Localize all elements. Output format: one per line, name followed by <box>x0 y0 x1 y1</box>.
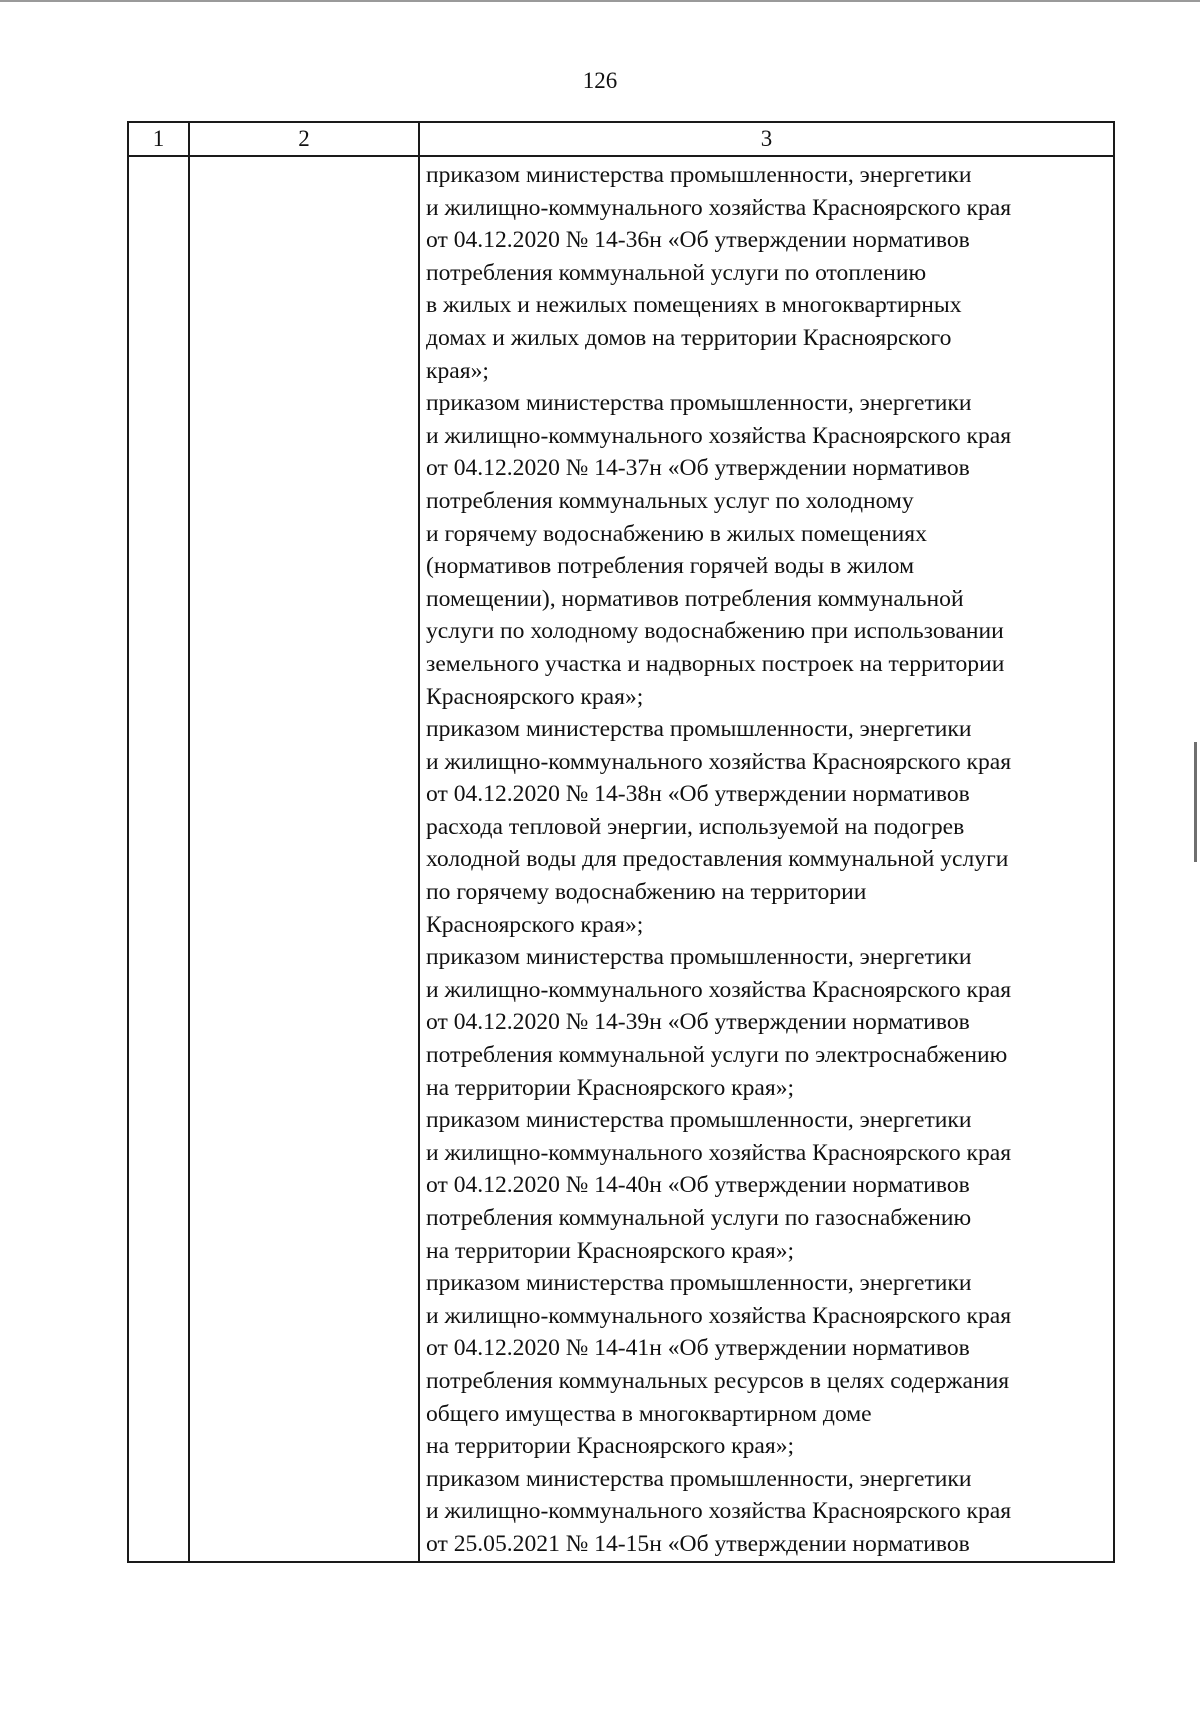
text-line: на территории Красноярского края»; <box>426 1433 795 1460</box>
text-line: от 04.12.2020 № 14-37н «Об утверждении нормативов <box>426 455 970 482</box>
text-line: приказом министерства промышленности, энергетики <box>426 1465 972 1492</box>
text-line: потребления коммунальной услуги по газоснабжению <box>426 1205 972 1231</box>
text-line: приказом министерства промышленности, энергетики <box>426 1107 972 1134</box>
text-line: на территории Красноярского края»; <box>426 1074 795 1101</box>
cell-col1 <box>128 156 189 1562</box>
text-line: и жилищно-коммунального хозяйства Красноярского края <box>426 1302 1012 1329</box>
text-line: от 04.12.2020 № 14-39н «Об утверждении нормативов <box>426 1009 970 1036</box>
text-line: и жилищно-коммунального хозяйства Красноярского края <box>426 1498 1012 1525</box>
text-line: приказом министерства промышленности, энергетики <box>426 944 972 971</box>
text-line: и жилищно-коммунального хозяйства Красноярского края <box>426 976 1012 1003</box>
table-row <box>128 156 1114 1562</box>
column-header-3: 3 <box>419 122 1114 156</box>
text-line: от 04.12.2020 № 14-38н «Об утверждении нормативов <box>426 781 970 808</box>
text-line: от 04.12.2020 № 14-40н «Об утверждении нормативов <box>426 1172 970 1199</box>
column-header-1: 1 <box>128 122 189 156</box>
column-header-2: 2 <box>189 122 419 156</box>
scan-edge-right <box>1194 742 1197 862</box>
text-line: Красноярского края»; <box>426 911 644 938</box>
scan-edge-top <box>0 0 1200 2</box>
text-line: приказом министерства промышленности, энергетики <box>426 162 972 188</box>
text-line: и жилищно-коммунального хозяйства Красноярского края <box>426 422 1012 449</box>
cell-col3 <box>419 156 1114 1562</box>
text-line: приказом министерства промышленности, энергетики <box>426 716 972 743</box>
text-line: в жилых и нежилых помещениях в многоквартирных <box>426 292 962 319</box>
text-line: услуги по холодному водоснабжению при использовании <box>426 618 1004 645</box>
text-line: и жилищно-коммунального хозяйства Красноярского края <box>426 748 1012 775</box>
text-line: от 04.12.2020 № 14-41н «Об утверждении нормативов <box>426 1335 970 1362</box>
text-line: по горячему водоснабжению на территории <box>426 879 867 906</box>
text-line: приказом министерства промышленности, энергетики <box>426 390 972 417</box>
text-line: потребления коммунальной услуги по электроснабжению <box>426 1042 1008 1069</box>
text-line: и жилищно-коммунального хозяйства Красноярского края <box>426 1139 1012 1166</box>
document-table <box>127 121 1115 1563</box>
table-header-row <box>128 122 1114 156</box>
text-line: земельного участка и надворных построек на территории <box>426 650 1005 677</box>
text-line: потребления коммунальной услуги по отоплению <box>426 259 927 286</box>
text-line: холодной воды для предоставления коммунальной услуги <box>426 846 1009 873</box>
text-line: и жилищно-коммунального хозяйства Красноярского края <box>426 194 1012 221</box>
text-line: (нормативов потребления горячей воды в жилом <box>426 553 915 580</box>
normative-acts-list <box>420 157 1113 1561</box>
text-line: помещении), нормативов потребления коммунальной <box>426 585 964 612</box>
text-line: края»; <box>426 357 489 384</box>
text-line: от 25.05.2021 № 14-15н «Об утверждении нормативов <box>426 1530 970 1557</box>
text-line: потребления коммунальных ресурсов в целях содержания <box>426 1367 1010 1394</box>
text-line: потребления коммунальных услуг по холодному <box>426 487 914 514</box>
text-line: Красноярского края»; <box>426 683 644 710</box>
cell-col2 <box>189 156 419 1562</box>
text-line: домах и жилых домов на территории Красноярского <box>426 324 952 351</box>
text-line: приказом министерства промышленности, энергетики <box>426 1270 972 1297</box>
text-line: на территории Красноярского края»; <box>426 1237 795 1264</box>
text-line: расхода тепловой энергии, используемой на подогрев <box>426 813 965 840</box>
text-line: от 04.12.2020 № 14-36н «Об утверждении нормативов <box>426 227 970 254</box>
text-line: общего имущества в многоквартирном доме <box>426 1400 872 1427</box>
text-line: и горячему водоснабжению в жилых помещениях <box>426 520 927 547</box>
page-number: 126 <box>582 68 618 93</box>
